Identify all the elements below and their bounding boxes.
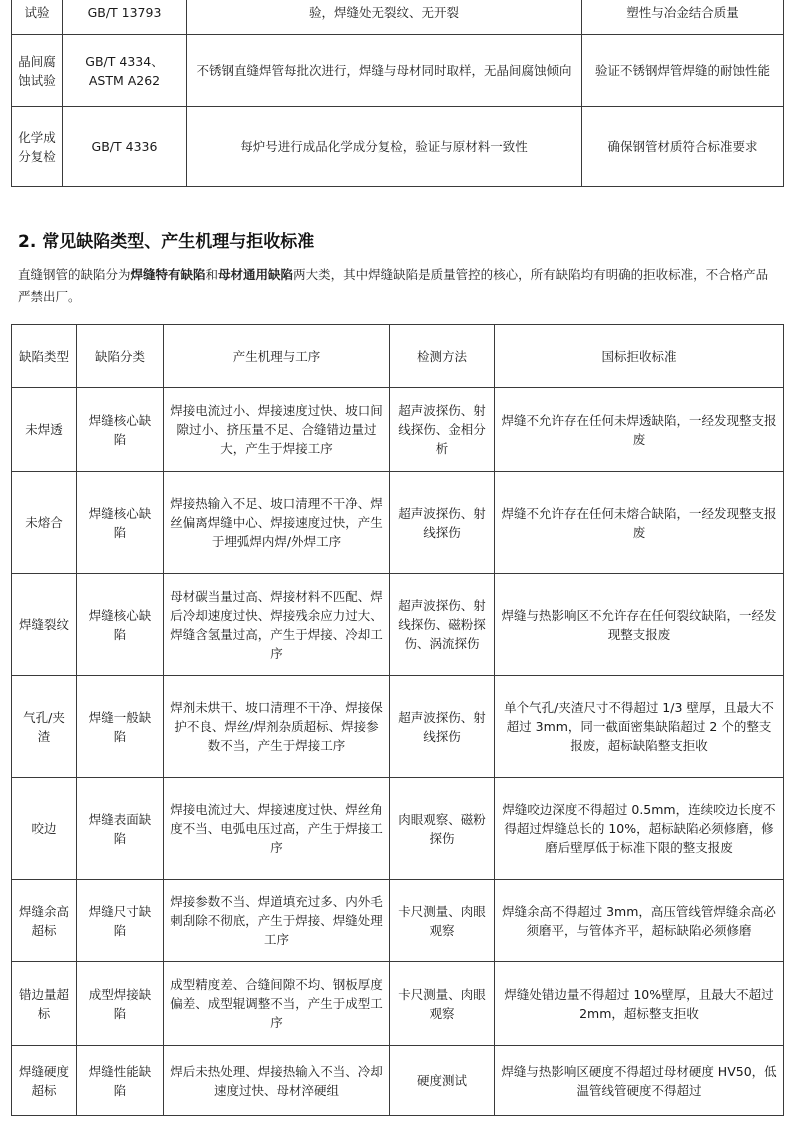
intro-paragraph xyxy=(18,264,778,308)
detection-method: 超声波探伤、射线探伤、磁粉探伤、涡流探伤 xyxy=(390,574,495,676)
defect-type: 气孔/夹渣 xyxy=(12,676,77,778)
intro-bold-term: 母材通用缺陷 xyxy=(218,267,294,282)
column-header: 检测方法 xyxy=(390,325,495,388)
defect-type: 错边量超标 xyxy=(12,962,77,1046)
table-row xyxy=(12,472,784,574)
defect-mechanism: 焊接电流过小、焊接速度过快、坡口间隙过小、挤压量不足、合缝错边量过大，产生于焊接工序 xyxy=(164,388,390,472)
defect-mechanism: 焊接电流过大、焊接速度过快、焊丝角度不当、电弧电压过高，产生于焊接工序 xyxy=(164,778,390,880)
table-row xyxy=(12,676,784,778)
table-row xyxy=(12,880,784,962)
detection-method: 卡尺测量、肉眼观察 xyxy=(390,880,495,962)
table-row xyxy=(12,388,784,472)
column-header: 缺陷类型 xyxy=(12,325,77,388)
table-row xyxy=(12,962,784,1046)
detection-method: 超声波探伤、射线探伤 xyxy=(390,472,495,574)
column-header: 产生机理与工序 xyxy=(164,325,390,388)
intro-bold-term: 焊缝特有缺陷 xyxy=(130,267,206,282)
table-row xyxy=(12,778,784,880)
defect-type: 未焊透 xyxy=(12,388,77,472)
defect-category: 焊缝表面缺陷 xyxy=(77,778,164,880)
detection-method: 硬度测试 xyxy=(390,1046,495,1116)
detection-method: 超声波探伤、射线探伤 xyxy=(390,676,495,778)
test-standard: GB/T 4334、ASTM A262 xyxy=(63,35,187,107)
column-header: 国标拒收标准 xyxy=(495,325,784,388)
detection-method: 肉眼观察、磁粉探伤 xyxy=(390,778,495,880)
table-row xyxy=(12,107,784,187)
reject-criteria: 单个气孔/夹渣尺寸不得超过 1/3 壁厚，且最大不超过 3mm，同一截面密集缺陷超过 2 个的整支报废，超标缺陷整支拒收 xyxy=(495,676,784,778)
test-name: 晶间腐蚀试验 xyxy=(12,35,63,107)
defect-mechanism: 成型精度差、合缝间隙不均、钢板厚度偏差、成型辊调整不当，产生于成型工序 xyxy=(164,962,390,1046)
defect-type: 未熔合 xyxy=(12,472,77,574)
defect-type: 焊缝裂纹 xyxy=(12,574,77,676)
test-purpose: 确保钢管材质符合标准要求 xyxy=(582,107,784,187)
table-row xyxy=(12,574,784,676)
reject-criteria: 焊缝与热影响区不允许存在任何裂纹缺陷，一经发现整支报废 xyxy=(495,574,784,676)
detection-method: 卡尺测量、肉眼观察 xyxy=(390,962,495,1046)
table-row xyxy=(12,0,784,35)
defect-category: 焊缝核心缺陷 xyxy=(77,472,164,574)
defect-category: 焊缝尺寸缺陷 xyxy=(77,880,164,962)
table-row xyxy=(12,35,784,107)
test-name: 化学成分复检 xyxy=(12,107,63,187)
intro-text: 直缝钢管的缺陷分为 xyxy=(18,267,131,282)
defect-type: 咬边 xyxy=(12,778,77,880)
defect-type: 焊缝余高超标 xyxy=(12,880,77,962)
defect-category: 焊缝核心缺陷 xyxy=(77,388,164,472)
reject-criteria: 焊缝不允许存在任何未焊透缺陷，一经发现整支报废 xyxy=(495,388,784,472)
test-standard: GB/T 4336 xyxy=(63,107,187,187)
test-purpose: 验证不锈钢焊管焊缝的耐蚀性能 xyxy=(582,35,784,107)
defect-mechanism: 焊接参数不当、焊道填充过多、内外毛刺刮除不彻底，产生于焊接、焊缝处理工序 xyxy=(164,880,390,962)
reject-criteria: 焊缝不允许存在任何未熔合缺陷，一经发现整支报废 xyxy=(495,472,784,574)
reject-criteria: 焊缝与热影响区硬度不得超过母材硬度 HV50，低温管线管硬度不得超过 xyxy=(495,1046,784,1116)
column-header: 缺陷分类 xyxy=(77,325,164,388)
intro-text: 两大类，其中焊缝缺陷是质量管控的核心，所有缺陷均有明确的拒收标准，不合格产品严禁出厂。 xyxy=(18,267,769,304)
section-heading: 2. 常见缺陷类型、产生机理与拒收标准 xyxy=(18,232,315,252)
test-name: 试验 xyxy=(12,0,63,35)
defect-category: 焊缝性能缺陷 xyxy=(77,1046,164,1116)
reject-criteria: 焊缝余高不得超过 3mm，高压管线管焊缝余高必须磨平，与管体齐平，超标缺陷必须修磨 xyxy=(495,880,784,962)
test-content: 验，焊缝处无裂纹、无开裂 xyxy=(187,0,582,35)
defect-mechanism: 焊接热输入不足、坡口清理不干净、焊丝偏离焊缝中心、焊接速度过快，产生于埋弧焊内焊/外焊工序 xyxy=(164,472,390,574)
table-header-row xyxy=(12,325,784,388)
test-content: 不锈钢直缝焊管每批次进行，焊缝与母材同时取样，无晶间腐蚀倾向 xyxy=(187,35,582,107)
test-method-table xyxy=(11,0,784,187)
reject-criteria: 焊缝处错边量不得超过 10%壁厚，且最大不超过 2mm，超标整支拒收 xyxy=(495,962,784,1046)
defect-mechanism: 焊剂未烘干、坡口清理不干净、焊接保护不良、焊丝/焊剂杂质超标、焊接参数不当，产生于焊接工序 xyxy=(164,676,390,778)
defect-mechanism: 母材碳当量过高、焊接材料不匹配、焊后冷却速度过快、焊接残余应力过大、焊缝含氢量过高，产生于焊接、冷却工序 xyxy=(164,574,390,676)
defect-category: 成型焊接缺陷 xyxy=(77,962,164,1046)
detection-method: 超声波探伤、射线探伤、金相分析 xyxy=(390,388,495,472)
defect-category: 焊缝一般缺陷 xyxy=(77,676,164,778)
test-purpose: 塑性与冶金结合质量 xyxy=(582,0,784,35)
test-content: 每炉号进行成品化学成分复检，验证与原材料一致性 xyxy=(187,107,582,187)
table-row xyxy=(12,1046,784,1116)
defect-mechanism: 焊后未热处理、焊接热输入不当、冷却速度过快、母材淬硬组 xyxy=(164,1046,390,1116)
defect-category: 焊缝核心缺陷 xyxy=(77,574,164,676)
defect-table xyxy=(11,324,784,1116)
test-standard: GB/T 13793 xyxy=(63,0,187,35)
reject-criteria: 焊缝咬边深度不得超过 0.5mm，连续咬边长度不得超过焊缝总长的 10%，超标缺陷必须修磨，修磨后壁厚低于标准下限的整支报废 xyxy=(495,778,784,880)
intro-text: 和 xyxy=(205,267,219,282)
defect-type: 焊缝硬度超标 xyxy=(12,1046,77,1116)
